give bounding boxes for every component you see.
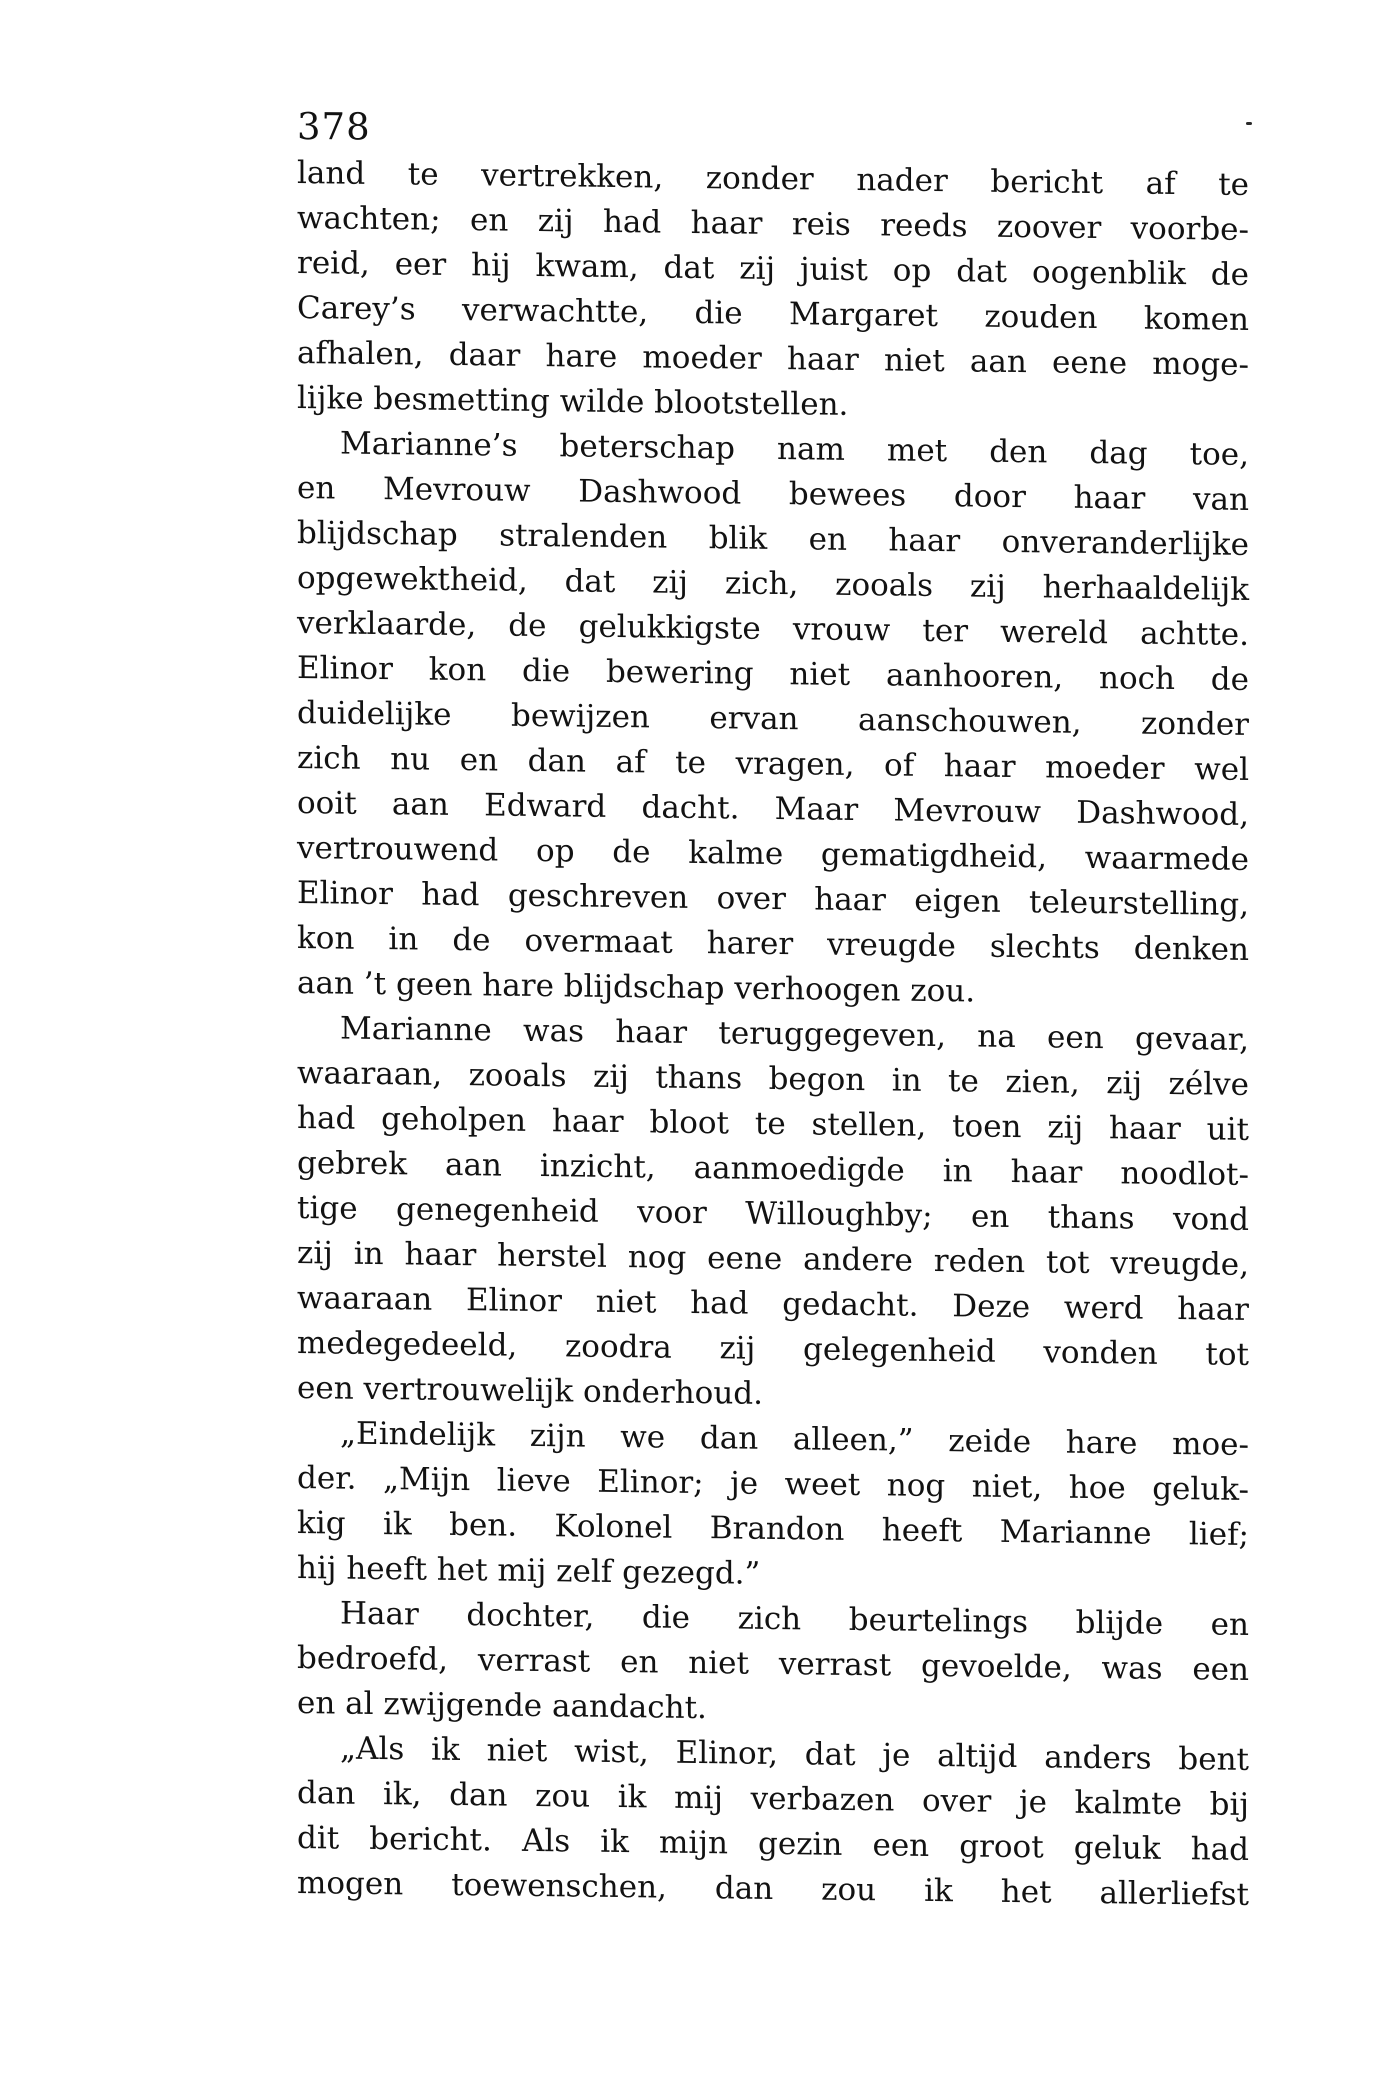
text-line: gebrek aan inzicht, aanmoedigde in haar noodlot- — [297, 1145, 1249, 1193]
text-line: afhalen, daar hare moeder haar niet aan eene moge- — [297, 335, 1249, 383]
paragraph — [297, 421, 1249, 1018]
text-line: had geholpen haar bloot te stellen, toen zij haar uit — [297, 1100, 1249, 1148]
text-line: „Eindelijk zijn we dan alleen,” zeide hare moe- — [340, 1415, 1249, 1463]
text-line: waaraan, zooals zij thans begon in te zien, zij zélve — [297, 1055, 1249, 1103]
text-line: waaraan Elinor niet had gedacht. Deze werd haar — [297, 1280, 1249, 1328]
text-line: wachten; en zij had haar reis reeds zoover voorbe- — [297, 200, 1249, 248]
paragraph — [297, 1006, 1249, 1423]
text-line: reid, eer hij kwam, dat zij juist op dat oogenblik de — [297, 245, 1249, 293]
text-line: vertrouwend op de kalme gematigdheid, waarmede — [297, 830, 1249, 878]
text-line: kig ik ben. Kolonel Brandon heeft Marianne lief; — [297, 1505, 1249, 1553]
page-number: 378 — [297, 105, 371, 149]
text-line: bedroefd, verrast en niet verrast gevoelde, was een — [297, 1640, 1249, 1688]
text-line: Marianne’s beterschap nam met den dag toe, — [340, 425, 1249, 473]
scan-speck — [1246, 122, 1252, 125]
text-line: lijke besmetting wilde blootstellen. — [297, 380, 849, 423]
text-line: medegedeeld, zoodra zij gelegenheid vonden tot — [297, 1325, 1249, 1373]
text-line: Elinor had geschreven over haar eigen teleurstelling, — [297, 875, 1249, 923]
text-line: „Als ik niet wist, Elinor, dat je altijd anders bent — [340, 1730, 1249, 1778]
paragraph — [297, 151, 1249, 433]
text-line: duidelijke bewijzen ervan aanschouwen, zonder — [297, 695, 1249, 743]
text-line: dit bericht. Als ik mijn gezin een groot geluk had — [297, 1820, 1249, 1868]
text-line: Haar dochter, die zich beurtelings blijde en — [340, 1595, 1249, 1643]
text-line: blijdschap stralenden blik en haar onveranderlijke — [297, 515, 1249, 563]
text-line: aan ’t geen hare blijdschap verhoogen zou. — [297, 965, 976, 1010]
text-line: land te vertrekken, zonder nader bericht af te — [297, 155, 1249, 203]
text-line: een vertrouwelijk onderhoud. — [297, 1370, 763, 1412]
text-line: Elinor kon die bewering niet aanhooren, noch de — [297, 650, 1249, 698]
text-line: dan ik, dan zou ik mij verbazen over je kalmte bij — [297, 1775, 1249, 1823]
text-line: verklaarde, de gelukkigste vrouw ter wereld achtte. — [297, 605, 1249, 653]
text-line: zich nu en dan af te vragen, of haar moeder wel — [297, 740, 1249, 788]
text-line: Marianne was haar teruggegeven, na een gevaar, — [340, 1010, 1249, 1058]
text-line: opgewektheid, dat zij zich, zooals zij herhaaldelijk — [297, 560, 1249, 608]
text-line: tige genegenheid voor Willoughby; en thans vond — [297, 1190, 1249, 1238]
text-line: mogen toewenschen, dan zou ik het allerliefst — [297, 1865, 1249, 1913]
paragraph — [297, 1411, 1249, 1603]
text-line: hij heeft het mij zelf gezegd.” — [297, 1550, 761, 1592]
paragraph — [297, 1726, 1249, 1918]
text-line: Carey’s verwachtte, die Margaret zouden komen — [297, 290, 1249, 338]
text-line: kon in de overmaat harer vreugde slechts denken — [297, 920, 1249, 968]
text-line: zij in haar herstel nog eene andere reden tot vreugde, — [297, 1235, 1249, 1283]
text-line: der. „Mijn lieve Elinor; je weet nog niet, hoe geluk- — [297, 1460, 1249, 1508]
paragraph — [297, 1591, 1249, 1738]
text-line: en al zwijgende aandacht. — [297, 1685, 707, 1727]
text-line: en Mevrouw Dashwood bewees door haar van — [297, 470, 1249, 518]
text-block — [297, 151, 1249, 1918]
text-line: ooit aan Edward dacht. Maar Mevrouw Dashwood, — [297, 785, 1249, 833]
